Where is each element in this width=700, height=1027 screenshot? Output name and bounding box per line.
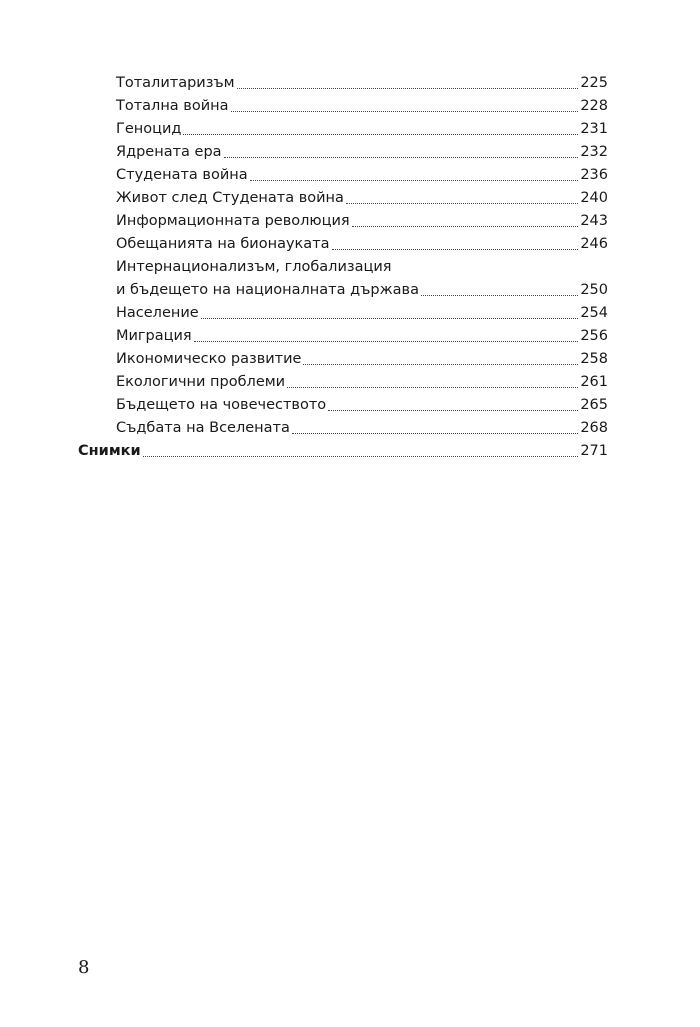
toc-entry-life-after-cold-war: [78, 187, 608, 210]
table-of-contents: [78, 72, 608, 463]
dot-leader: [224, 157, 579, 158]
dot-leader: [250, 180, 579, 181]
toc-entry-page: 254: [580, 305, 608, 321]
toc-entry-page: 268: [580, 420, 608, 436]
toc-entry-page: 258: [580, 351, 608, 367]
toc-section-title: Снимки: [78, 443, 141, 459]
toc-entry-bioscience: [78, 233, 608, 256]
toc-entry-title: Геноцид: [116, 121, 182, 137]
toc-entry-title: Миграция: [116, 328, 192, 344]
toc-entry-fate-of-universe: [78, 417, 608, 440]
toc-entry-title: Информационната революция: [116, 213, 350, 229]
toc-entry-total-war: [78, 95, 608, 118]
toc-entry-internationalism: [78, 279, 608, 302]
toc-entry-page: 232: [580, 144, 608, 160]
dot-leader: [292, 433, 578, 434]
page-number: 8: [78, 957, 90, 978]
toc-entry-title: Тотална война: [116, 98, 229, 114]
dot-leader: [346, 203, 578, 204]
toc-entry-page: 231: [580, 121, 608, 137]
toc-entry-internationalism-line1: [78, 256, 608, 279]
toc-entry-economic-development: [78, 348, 608, 371]
dot-leader: [194, 341, 579, 342]
dot-leader: [303, 364, 578, 365]
dot-leader: [231, 111, 579, 112]
toc-entry-title: Население: [116, 305, 199, 321]
toc-entry-nuclear-age: [78, 141, 608, 164]
toc-section-photos: [78, 440, 608, 463]
toc-entry-page: 240: [580, 190, 608, 206]
toc-entry-page: 225: [580, 75, 608, 91]
toc-entry-title: Икономическо развитие: [116, 351, 302, 367]
toc-entry-title: Ядрената ера: [116, 144, 222, 160]
toc-entry-page: 256: [580, 328, 608, 344]
dot-leader: [332, 249, 579, 250]
toc-entry-ecological-problems: [78, 371, 608, 394]
toc-entry-cold-war: [78, 164, 608, 187]
dot-leader: [352, 226, 579, 227]
toc-section-page: 271: [580, 443, 608, 459]
toc-entry-page: 261: [580, 374, 608, 390]
toc-entry-page: 228: [580, 98, 608, 114]
dot-leader: [201, 318, 579, 319]
toc-entry-page: 250: [580, 282, 608, 298]
toc-entry-title: и бъдещето на националната държава: [116, 282, 419, 298]
toc-entry-title: Обещанията на бионауката: [116, 236, 330, 252]
toc-entry-title: Интернационализъм, глобализация: [116, 259, 392, 275]
toc-entry-title: Живот след Студената война: [116, 190, 344, 206]
dot-leader: [183, 134, 578, 135]
toc-entry-genocide: [78, 118, 608, 141]
toc-entry-page: 246: [580, 236, 608, 252]
dot-leader: [143, 456, 579, 457]
dot-leader: [328, 410, 578, 411]
dot-leader: [287, 387, 578, 388]
dot-leader: [421, 295, 578, 296]
toc-entry-population: [78, 302, 608, 325]
toc-entry-migration: [78, 325, 608, 348]
toc-entry-title: Студената война: [116, 167, 248, 183]
toc-entry-page: 243: [580, 213, 608, 229]
toc-entry-page: 236: [580, 167, 608, 183]
dot-leader: [237, 88, 579, 89]
toc-entry-totalitarianism: [78, 72, 608, 95]
toc-entry-title: Съдбата на Вселената: [116, 420, 290, 436]
toc-entry-page: 265: [580, 397, 608, 413]
toc-entry-title: Екологични проблеми: [116, 374, 286, 390]
toc-entry-title: Тоталитаризъм: [116, 75, 235, 91]
toc-entry-title: Бъдещето на човечеството: [116, 397, 327, 413]
toc-entry-information-revolution: [78, 210, 608, 233]
toc-entry-future-of-humanity: [78, 394, 608, 417]
